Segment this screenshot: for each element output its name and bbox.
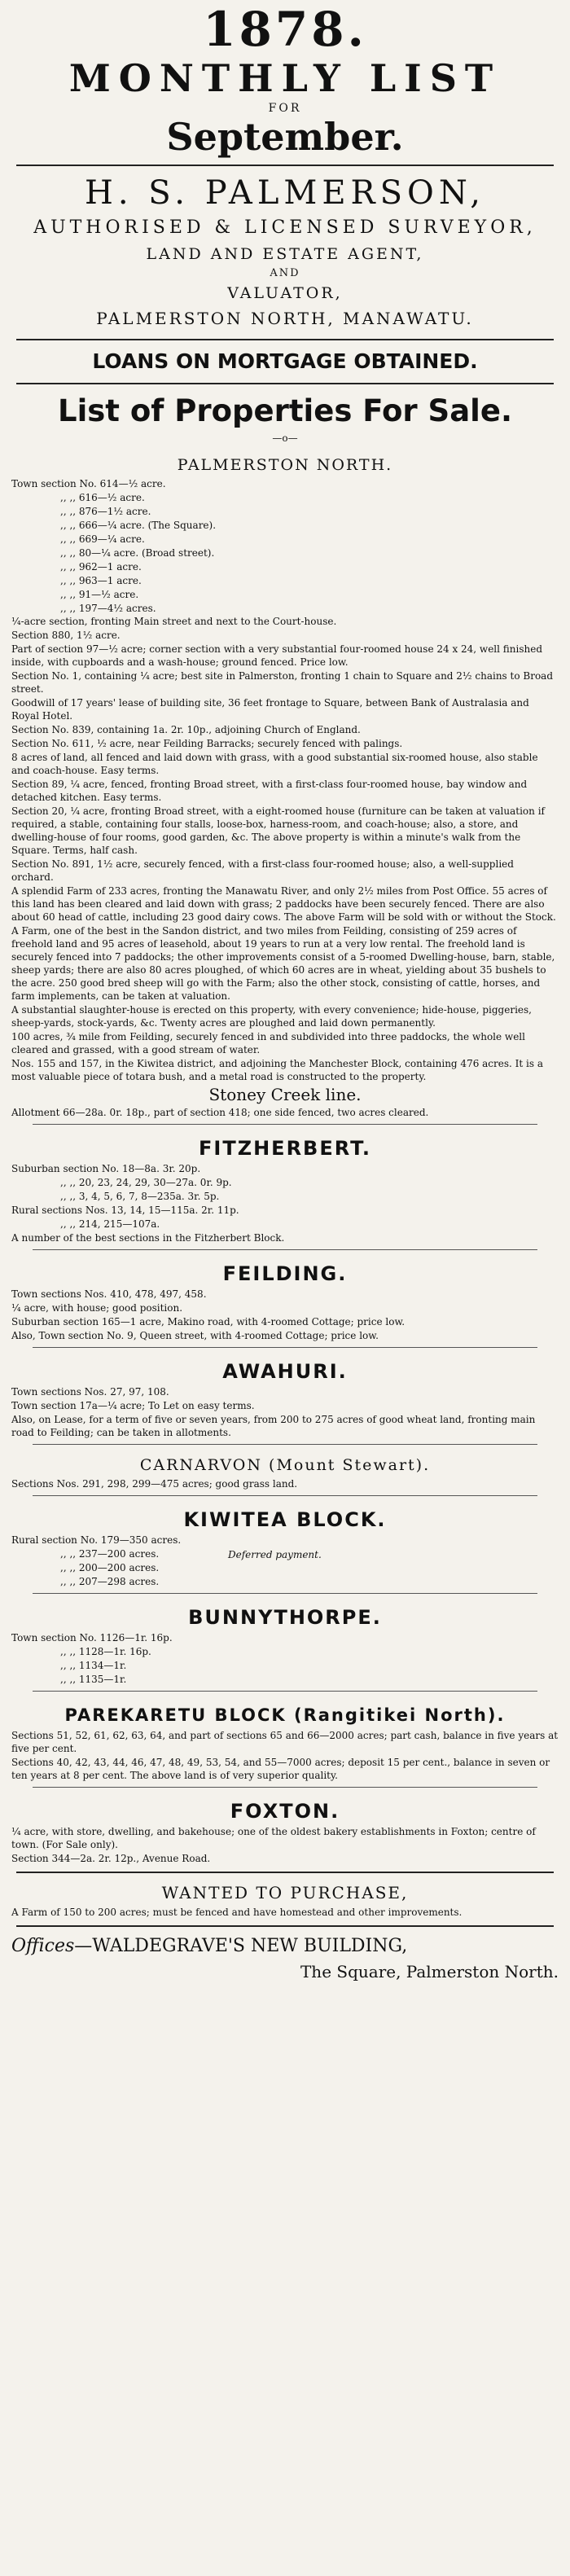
loans-notice: LOANS ON MORTGAGE OBTAINED. xyxy=(92,349,478,373)
section-heading-stoney-creek: Stoney Creek line. xyxy=(208,1085,362,1104)
section-heading-foxton: FOXTON. xyxy=(230,1800,340,1823)
list-item: ,, ,, 616—½ acre. xyxy=(60,492,145,503)
list-item: 8 acres of land, all fenced and laid down with grass, with a good substantial six-roomed house, also stable and coach-house. Easy terms. xyxy=(11,752,538,776)
offices-address: The Square, Palmerston North. xyxy=(300,1962,559,1981)
divider xyxy=(33,1787,537,1788)
list-item: Section No. 611, ½ acre, near Feilding Barracks; securely fenced with palings. xyxy=(11,738,403,749)
section-heading-parekaretu: PAREKARETU BLOCK (Rangitikei North). xyxy=(64,1705,506,1725)
list-item: ,, ,, 207—298 acres. xyxy=(60,1576,160,1587)
list-item: Suburban section 165—1 acre, Makino road, with 4-roomed Cottage; price low. xyxy=(11,1316,406,1327)
divider xyxy=(16,1925,554,1927)
list-item: ,, ,, 237—200 acres. xyxy=(60,1548,160,1560)
list-item: Town section No. 614—½ acre. xyxy=(11,478,166,489)
monthly-list-title: MONTHLY LIST xyxy=(68,56,502,100)
list-item: Town sections Nos. 410, 478, 497, 458. xyxy=(11,1288,207,1300)
deferred-payment-note: Deferred payment. xyxy=(228,1549,322,1560)
list-item: ,, ,, 200—200 acres. xyxy=(60,1562,160,1573)
divider xyxy=(16,165,554,166)
list-item: A Farm, one of the best in the Sandon district, and two miles from Feilding, consisting of 259 acres of freehold land and 95 acres of leasehold, about 19 years to run at a very low rental. The freehold land is securely fenced into 7 paddocks; the other improvements consist of a 5-roomed Dwelling-house, barn, stable, sheep yards; there are also 80 acres ploughed, of which 60 acres are in wheat, yielding about 35 bushels to the acre. 250 good bred sheep will go with the Farm; also the other stock, consisting of cattle, horses, and farm implements, can be taken at valuation. xyxy=(11,925,555,1002)
offices-building: —WALDEGRAVE'S NEW BUILDING, xyxy=(74,1936,408,1956)
list-item: Section No. 1, containing ¼ acre; best site in Palmerston, fronting 1 chain to Square and 2½ chains to Broad street. xyxy=(11,670,553,695)
list-item: ,, ,, 214, 215—107a. xyxy=(60,1218,160,1230)
list-item: Section 89, ¼ acre, fenced, fronting Broad street, with a first-class four-roomed house, bay window and detached kitchen. Easy terms. xyxy=(11,779,528,803)
section-heading-bunnythorpe: BUNNYTHORPE. xyxy=(188,1606,382,1629)
divider xyxy=(33,1249,537,1250)
list-item: ,, ,, 962—1 acre. xyxy=(60,561,142,573)
list-item: Section 20, ¼ acre, fronting Broad street, with a eight-roomed house (furniture can be taken at valuation if required, a stable, containing four stalls, loose-box, harness-room, and coach-house; also, a store, and dwelling-house of four rooms, good garden, &c. The above property is within a minute's walk from the Square. Terms, half cash. xyxy=(11,805,545,856)
section-heading-awahuri: AWAHURI. xyxy=(222,1360,348,1383)
divider xyxy=(33,1593,537,1594)
ornament: —o— xyxy=(272,432,298,444)
list-item: ,, ,, 197—4½ acres. xyxy=(60,603,156,614)
section-heading-fitzherbert: FITZHERBERT. xyxy=(199,1137,371,1160)
list-heading: List of Properties For Sale. xyxy=(58,393,512,428)
list-item: Also, on Lease, for a term of five or seven years, from 200 to 275 acres of good wheat land, fronting main road to Feilding; can be taken in allotments. xyxy=(11,1414,536,1438)
kiwitea-entries xyxy=(0,1534,570,1588)
divider xyxy=(33,1495,537,1496)
list-item: ,, ,, 1134—1r. xyxy=(60,1660,127,1671)
list-item: ,, ,, 669—¼ acre. xyxy=(60,533,145,545)
agent-address: PALMERSTON NORTH, MANAWATU. xyxy=(96,309,474,328)
list-item: ¼ acre, with store, dwelling, and bakehouse; one of the oldest bakery establishments in Foxton; centre of town. (For Sale only). xyxy=(11,1826,536,1850)
list-item: Allotment 66—28a. 0r. 18p., part of section 418; one side fenced, two acres cleared. xyxy=(11,1107,429,1118)
list-item: Sections 40, 42, 43, 44, 46, 47, 48, 49, 53, 54, and 55—7000 acres; deposit 15 per cent., balance in seven or ten years at 8 per cent. The above land is of very superior quality. xyxy=(11,1757,550,1781)
list-item: Part of section 97—½ acre; corner section with a very substantial four-roomed house 24 x 24, well finished inside, with cupboards and a wash-house; ground fenced. Price low. xyxy=(11,643,543,668)
list-item: Goodwill of 17 years' lease of building site, 36 feet frontage to Square, between Bank of Australasia and Royal Hotel. xyxy=(11,697,529,722)
list-item: ,, ,, 20, 23, 24, 29, 30—27a. 0r. 9p. xyxy=(60,1177,232,1188)
list-item: A number of the best sections in the Fitzherbert Block. xyxy=(11,1232,285,1244)
list-item: ,, ,, 80—¼ acre. (Broad street). xyxy=(60,547,215,559)
list-item: ,, ,, 963—1 acre. xyxy=(60,575,142,586)
list-item: Town section No. 1126—1r. 16p. xyxy=(11,1632,173,1643)
divider xyxy=(16,1872,554,1873)
agent-name: H. S. PALMERSON, xyxy=(84,174,486,212)
year: 1878. xyxy=(203,2,367,57)
carnarvon-entries xyxy=(0,1477,570,1490)
list-item: Nos. 155 and 157, in the Kiwitea district, and adjoining the Manchester Block, containing 476 acres. It is a most valuable piece of totara bush, and a metal road is constructed to the property. xyxy=(11,1058,543,1082)
divider xyxy=(33,1347,537,1348)
agent-title-surveyor: AUTHORISED & LICENSED SURVEYOR, xyxy=(33,217,537,238)
agent-title-land-agent: LAND AND ESTATE AGENT, xyxy=(146,245,424,263)
list-item: Sections 51, 52, 61, 62, 63, 64, and part of sections 65 and 66—2000 acres; part cash, balance in five years at five per cent. xyxy=(11,1730,559,1754)
stoney-entries xyxy=(0,1106,570,1119)
list-item: ,, ,, 666—¼ acre. (The Square). xyxy=(60,520,217,531)
wanted-heading: WANTED TO PURCHASE, xyxy=(161,1883,409,1902)
palmerston-entries xyxy=(0,615,570,1083)
awahuri-entries xyxy=(0,1385,570,1439)
list-item: Rural section No. 179—350 acres. xyxy=(11,1534,182,1546)
list-item: Suburban section No. 18—8a. 3r. 20p. xyxy=(11,1163,201,1174)
divider xyxy=(33,1444,537,1445)
list-item: Also, Town section No. 9, Queen street, with 4-roomed Cottage; price low. xyxy=(11,1330,379,1341)
list-item: Section 880, 1½ acre. xyxy=(11,630,121,641)
list-item: ,, ,, 1128—1r. 16p. xyxy=(60,1646,151,1657)
feilding-entries xyxy=(0,1288,570,1342)
divider xyxy=(16,383,554,384)
agent-title-valuator: VALUATOR, xyxy=(227,284,343,302)
list-item: Section 344—2a. 2r. 12p., Avenue Road. xyxy=(11,1853,211,1864)
list-item: Rural sections Nos. 13, 14, 15—115a. 2r. 11p. xyxy=(11,1205,239,1216)
for-label: FOR xyxy=(268,102,302,115)
divider xyxy=(33,1124,537,1125)
list-item: ¼ acre, with house; good position. xyxy=(11,1302,183,1314)
list-item: 100 acres, ¾ mile from Feilding, securely fenced in and subdivided into three paddocks, the whole well cleared and grassed, with a good stream of water. xyxy=(11,1031,525,1055)
list-item: Town sections Nos. 27, 97, 108. xyxy=(11,1386,169,1398)
bunnythorpe-entries xyxy=(0,1631,570,1686)
divider xyxy=(33,1691,537,1692)
palmerston-town-sections xyxy=(0,477,570,615)
list-item: ,, ,, 91—½ acre. xyxy=(60,589,139,600)
foxton-entries xyxy=(0,1825,570,1865)
fitzherbert-entries xyxy=(0,1162,570,1244)
list-item: ,, ,, 1135—1r. xyxy=(60,1674,127,1685)
section-heading-carnarvon: CARNARVON (Mount Stewart). xyxy=(139,1456,431,1474)
list-item: Sections Nos. 291, 298, 299—475 acres; good grass land. xyxy=(11,1478,298,1490)
section-heading-kiwitea: KIWITEA BLOCK. xyxy=(183,1508,387,1531)
list-item: A substantial slaughter-house is erected on this property, with every convenience; hide-house, piggeries, sheep-yards, stock-yards, &c. Twenty acres are ploughed and laid down permanently. xyxy=(11,1004,532,1029)
wanted-text: A Farm of 150 to 200 acres; must be fenced and have homestead and other improvements. xyxy=(11,1907,463,1918)
list-item: Section No. 839, containing 1a. 2r. 10p., adjoining Church of England. xyxy=(11,724,361,735)
list-item: ¼-acre section, fronting Main street and next to the Court-house. xyxy=(11,616,337,627)
list-item: Section No. 891, 1½ acre, securely fenced, with a first-class four-roomed house; also, a well-supplied orchard. xyxy=(11,858,514,883)
divider xyxy=(16,339,554,340)
section-heading-feilding: FEILDING. xyxy=(222,1262,348,1285)
and-label: AND xyxy=(270,267,300,279)
parekaretu-entries xyxy=(0,1729,570,1782)
section-heading-palmerston: PALMERSTON NORTH. xyxy=(177,456,393,474)
offices-line xyxy=(0,1933,570,1959)
list-item: ,, ,, 3, 4, 5, 6, 7, 8—235a. 3r. 5p. xyxy=(60,1191,220,1202)
wanted-text-block xyxy=(0,1906,570,1919)
list-item: ,, ,, 876—1½ acre. xyxy=(60,506,151,517)
offices-label: Offices xyxy=(11,1936,75,1956)
list-item: Town section 17a—¼ acre; To Let on easy terms. xyxy=(11,1400,255,1411)
month-title: September. xyxy=(166,115,404,159)
list-item: A splendid Farm of 233 acres, fronting the Manawatu River, and only 2½ miles from Post Office. 55 acres of this land has been cleared and laid down with grass; 2 paddocks have been securely fenced. There are also about 60 head of cattle, including 23 good dairy cows. The above Farm will be sold with or without the Stock. xyxy=(11,885,556,923)
